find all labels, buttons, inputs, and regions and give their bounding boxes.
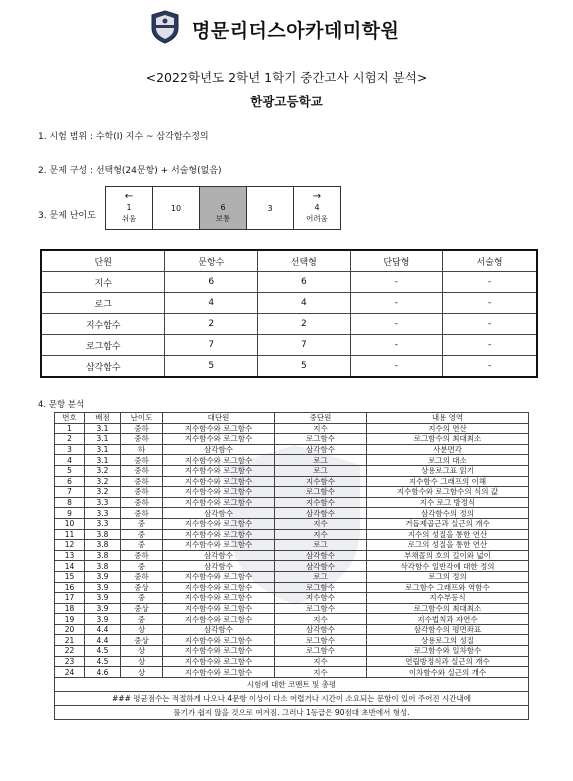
essay-cell: - (443, 293, 537, 314)
mid-unit-cell: 삼각함수 (275, 550, 367, 561)
difficulty-cell: 중상 (121, 603, 163, 614)
content-area-cell: 거듭제곱근과 실근의 개수 (367, 518, 529, 529)
score-cell: 4.6 (85, 667, 121, 678)
difficulty-count: 3 (267, 203, 273, 213)
score-cell: 3.9 (85, 593, 121, 604)
major-unit-cell: 지수함수와 로그함수 (163, 571, 275, 582)
difficulty-cell: 중하 (121, 508, 163, 519)
major-unit-cell: 지수함수와 로그함수 (163, 434, 275, 445)
column-header: 내용 영역 (367, 413, 529, 424)
score-cell: 3.8 (85, 550, 121, 561)
score-cell: 3.9 (85, 603, 121, 614)
score-cell: 3.1 (85, 423, 121, 434)
table-row (41, 335, 537, 356)
mid-unit-cell: 로그함수 (275, 434, 367, 445)
number-cell: 23 (55, 656, 85, 667)
count-cell: 7 (165, 335, 258, 356)
comment-line: ### 평균점수는 적절하게 나오나 4문항 이상이 다소 어렵거나 시간이 소요되는 문항이 있어 주어진 시간내에 (55, 691, 529, 705)
number-cell: 21 (55, 635, 85, 646)
mid-unit-cell: 삼각함수 (275, 624, 367, 635)
table-row (55, 667, 529, 678)
number-cell: 15 (55, 571, 85, 582)
table-row (41, 272, 537, 293)
unit-cell: 지수 (41, 272, 165, 293)
score-cell: 3.9 (85, 571, 121, 582)
major-unit-cell: 삼각함수 (163, 550, 275, 561)
mid-unit-cell: 지수 (275, 529, 367, 540)
difficulty-count: 1 (126, 203, 132, 212)
difficulty-count: 6 (220, 203, 226, 212)
content-area-cell: 지수의 연산 (367, 423, 529, 434)
mid-unit-cell: 지수 (275, 518, 367, 529)
difficulty-cell: 중하 (121, 497, 163, 508)
table-row (55, 455, 529, 466)
comment-row (55, 677, 529, 691)
major-unit-cell: 삼각함수 (163, 624, 275, 635)
major-unit-cell: 지수함수와 로그함수 (163, 487, 275, 498)
mid-unit-cell: 지수 (275, 614, 367, 625)
major-unit-cell: 지수함수와 로그함수 (163, 540, 275, 551)
number-cell: 14 (55, 561, 85, 572)
number-cell: 11 (55, 529, 85, 540)
table-row (55, 529, 529, 540)
choice-cell: 6 (258, 272, 351, 293)
difficulty-level: 쉬움 (121, 214, 137, 223)
unit-cell: 삼각함수 (41, 356, 165, 378)
difficulty-cell: 상 (121, 646, 163, 657)
score-cell: 4.5 (85, 656, 121, 667)
content-area-cell: 상용로그의 성질 (367, 635, 529, 646)
major-unit-cell: 지수함수와 로그함수 (163, 635, 275, 646)
mid-unit-cell: 지수 (275, 423, 367, 434)
difficulty-cell: 중 (121, 593, 163, 604)
choice-cell: 5 (258, 356, 351, 378)
difficulty-cell: 하 (121, 444, 163, 455)
difficulty-cell: 중하 (121, 571, 163, 582)
mid-unit-cell: 삼각함수 (275, 444, 367, 455)
major-unit-cell: 지수함수와 로그함수 (163, 614, 275, 625)
difficulty-label: 3. 문제 난이도 (38, 211, 96, 221)
column-header: 중단원 (275, 413, 367, 424)
short-answer-cell: - (350, 356, 443, 378)
difficulty-cell (106, 187, 153, 230)
score-cell: 3.1 (85, 455, 121, 466)
number-cell: 6 (55, 476, 85, 487)
number-cell: 7 (55, 487, 85, 498)
score-cell: 3.3 (85, 497, 121, 508)
major-unit-cell: 지수함수와 로그함수 (163, 656, 275, 667)
content-area-cell: 로그함수의 최대최소 (367, 603, 529, 614)
number-cell: 16 (55, 582, 85, 593)
unit-summary-table (40, 249, 538, 378)
score-cell: 4.4 (85, 635, 121, 646)
score-cell: 3.1 (85, 434, 121, 445)
difficulty-cell: 중하 (121, 465, 163, 476)
major-unit-cell: 지수함수와 로그함수 (163, 455, 275, 466)
content-area-cell: 로그의 대소 (367, 455, 529, 466)
table-row (41, 356, 537, 378)
table-row (55, 487, 529, 498)
table-row (55, 582, 529, 593)
essay-cell: - (443, 314, 537, 335)
column-header: 배점 (85, 413, 121, 424)
difficulty-cell: 상 (121, 656, 163, 667)
mid-unit-cell: 로그함수 (275, 646, 367, 657)
content-area-cell: 지수함수와 로그함수의 식의 값 (367, 487, 529, 498)
score-cell: 4.5 (85, 646, 121, 657)
table-row (55, 540, 529, 551)
content-area-cell: 연립방정식과 실근의 개수 (367, 656, 529, 667)
mid-unit-cell: 지수함수 (275, 497, 367, 508)
choice-cell: 4 (258, 293, 351, 314)
count-cell: 6 (165, 272, 258, 293)
mid-unit-cell: 로그 (275, 465, 367, 476)
mid-unit-cell: 로그함수 (275, 635, 367, 646)
difficulty-cell: 중하 (121, 487, 163, 498)
score-cell: 3.9 (85, 614, 121, 625)
table-row (55, 614, 529, 625)
table-row (55, 497, 529, 508)
content-area-cell: 지수함수 그래프의 이해 (367, 476, 529, 487)
comment-row (55, 705, 529, 719)
major-unit-cell: 지수함수와 로그함수 (163, 593, 275, 604)
choice-cell: 2 (258, 314, 351, 335)
mid-unit-cell: 로그함수 (275, 582, 367, 593)
content-area-cell: 지수법칙과 자연수 (367, 614, 529, 625)
header (0, 8, 573, 52)
content-area-cell: 지수부등식 (367, 593, 529, 604)
major-unit-cell: 지수함수와 로그함수 (163, 646, 275, 657)
score-cell: 4.4 (85, 624, 121, 635)
unit-cell: 로그 (41, 293, 165, 314)
difficulty-cell: 중 (121, 561, 163, 572)
difficulty-cell: 중 (121, 540, 163, 551)
difficulty-cell: 중하 (121, 550, 163, 561)
score-cell: 3.1 (85, 444, 121, 455)
essay-cell: - (443, 356, 537, 378)
question-composition: 2. 문제 구성 : 선택형(24문항) + 서술형(없음) (38, 166, 222, 176)
content-area-cell: 지수의 성질을 통한 연산 (367, 529, 529, 540)
mid-unit-cell: 지수함수 (275, 476, 367, 487)
difficulty-cell: 중상 (121, 635, 163, 646)
content-area-cell: 사분면각 (367, 444, 529, 455)
content-area-cell: 이차함수와 실근의 개수 (367, 667, 529, 678)
number-cell: 9 (55, 508, 85, 519)
major-unit-cell: 지수함수와 로그함수 (163, 529, 275, 540)
column-header: 번호 (55, 413, 85, 424)
major-unit-cell: 지수함수와 로그함수 (163, 518, 275, 529)
table-row (55, 561, 529, 572)
unit-cell: 로그함수 (41, 335, 165, 356)
major-unit-cell: 지수함수와 로그함수 (163, 603, 275, 614)
number-cell: 3 (55, 444, 85, 455)
table-row (55, 518, 529, 529)
table-row (55, 476, 529, 487)
score-cell: 3.2 (85, 487, 121, 498)
major-unit-cell: 삼각함수 (163, 561, 275, 572)
number-cell: 2 (55, 434, 85, 445)
difficulty-cell (200, 187, 247, 230)
section-title-item-analysis: 4. 문항 분석 (38, 400, 85, 410)
score-cell: 3.8 (85, 540, 121, 551)
score-cell: 3.2 (85, 476, 121, 487)
score-cell: 3.9 (85, 582, 121, 593)
count-cell: 4 (165, 293, 258, 314)
column-header: 문항수 (165, 250, 258, 272)
number-cell: 17 (55, 593, 85, 604)
number-cell: 1 (55, 423, 85, 434)
mid-unit-cell: 로그 (275, 540, 367, 551)
short-answer-cell: - (350, 293, 443, 314)
school-name: 한광고등학교 (250, 94, 323, 109)
table-row (41, 293, 537, 314)
content-area-cell: 로그함수의 최대최소 (367, 434, 529, 445)
table-row (55, 624, 529, 635)
item-analysis-table (54, 412, 529, 720)
table-row (55, 635, 529, 646)
table-row (55, 656, 529, 667)
mid-unit-cell: 로그 (275, 571, 367, 582)
table-row (55, 571, 529, 582)
column-header: 단답형 (350, 250, 443, 272)
difficulty-level: 보통 (215, 214, 231, 223)
content-area-cell: 상용로그표 읽기 (367, 465, 529, 476)
right-arrow-icon: → (312, 191, 322, 202)
choice-cell: 7 (258, 335, 351, 356)
table-header-row (41, 250, 537, 272)
column-header: 대단원 (163, 413, 275, 424)
count-cell: 5 (165, 356, 258, 378)
short-answer-cell: - (350, 314, 443, 335)
left-arrow-icon: ← (124, 191, 134, 202)
difficulty-cell (153, 187, 200, 230)
table-row (55, 465, 529, 476)
number-cell: 19 (55, 614, 85, 625)
major-unit-cell: 지수함수와 로그함수 (163, 497, 275, 508)
column-header: 서술형 (443, 250, 537, 272)
number-cell: 24 (55, 667, 85, 678)
mid-unit-cell: 삼각함수 (275, 508, 367, 519)
table-row (55, 434, 529, 445)
difficulty-scale (105, 186, 341, 230)
column-header: 단원 (41, 250, 165, 272)
short-answer-cell: - (350, 335, 443, 356)
comment-row (55, 691, 529, 705)
score-cell: 3.8 (85, 529, 121, 540)
difficulty-count: 4 (314, 203, 320, 212)
difficulty-cell: 중하 (121, 476, 163, 487)
content-area-cell: 삼각함수의 정의 (367, 508, 529, 519)
table-row (55, 423, 529, 434)
table-row (55, 593, 529, 604)
content-area-cell: 부채꼴의 호의 길이와 넓이 (367, 550, 529, 561)
number-cell: 5 (55, 465, 85, 476)
table-row (55, 646, 529, 657)
number-cell: 12 (55, 540, 85, 551)
content-area-cell: 로그함수와 일차함수 (367, 646, 529, 657)
number-cell: 18 (55, 603, 85, 614)
mid-unit-cell: 지수 (275, 667, 367, 678)
column-header: 난이도 (121, 413, 163, 424)
content-area-cell: 삼각함수의 평면좌표 (367, 624, 529, 635)
difficulty-cell (247, 187, 294, 230)
difficulty-cell: 상 (121, 624, 163, 635)
content-area-cell: 로그의 성질을 통한 연산 (367, 540, 529, 551)
score-cell: 3.8 (85, 561, 121, 572)
page-title: <2022학년도 2학년 1학기 중간고사 시험지 분석> (145, 70, 428, 85)
content-area-cell: 로그함수 그래프와 역함수 (367, 582, 529, 593)
academy-emblem-icon (150, 10, 180, 44)
major-unit-cell: 지수함수와 로그함수 (163, 582, 275, 593)
comment-title: 시험에 대한 코멘트 및 총평 (55, 677, 529, 691)
content-area-cell: 지수 로그 방정식 (367, 497, 529, 508)
number-cell: 22 (55, 646, 85, 657)
mid-unit-cell: 지수 (275, 656, 367, 667)
short-answer-cell: - (350, 272, 443, 293)
comment-line: 풀기가 쉽지 않을 것으로 여겨짐. 그러나 1등급은 90점대 초반에서 형성. (55, 705, 529, 719)
number-cell: 10 (55, 518, 85, 529)
exam-scope: 1. 시험 범위 : 수학(I) 지수 ~ 삼각함수정의 (38, 132, 209, 142)
table-row (55, 550, 529, 561)
table-row (55, 444, 529, 455)
content-area-cell: 삭각함수 일반각에 대한 정의 (367, 561, 529, 572)
mid-unit-cell: 로그함수 (275, 603, 367, 614)
difficulty-cell: 중상 (121, 582, 163, 593)
difficulty-cell: 중하 (121, 455, 163, 466)
difficulty-cell: 중하 (121, 423, 163, 434)
count-cell: 2 (165, 314, 258, 335)
major-unit-cell: 삼각함수 (163, 444, 275, 455)
mid-unit-cell: 삼각함수 (275, 561, 367, 572)
major-unit-cell: 지수함수와 로그함수 (163, 476, 275, 487)
number-cell: 4 (55, 455, 85, 466)
academy-name: 명문리더스아카데미학원 (192, 20, 400, 42)
table-row (55, 508, 529, 519)
score-cell: 3.2 (85, 465, 121, 476)
difficulty-level: 어려움 (306, 214, 328, 223)
table-row (41, 314, 537, 335)
major-unit-cell: 지수함수와 로그함수 (163, 423, 275, 434)
mid-unit-cell: 로그함수 (275, 487, 367, 498)
essay-cell: - (443, 335, 537, 356)
difficulty-cell: 중 (121, 529, 163, 540)
number-cell: 13 (55, 550, 85, 561)
major-unit-cell: 지수함수와 로그함수 (163, 667, 275, 678)
essay-cell: - (443, 272, 537, 293)
difficulty-cell: 중하 (121, 434, 163, 445)
major-unit-cell: 삼각함수 (163, 508, 275, 519)
number-cell: 8 (55, 497, 85, 508)
content-area-cell: 로그의 정의 (367, 571, 529, 582)
mid-unit-cell: 지수함수 (275, 593, 367, 604)
unit-cell: 지수함수 (41, 314, 165, 335)
table-header-row (55, 413, 529, 424)
mid-unit-cell: 로그 (275, 455, 367, 466)
score-cell: 3.3 (85, 518, 121, 529)
score-cell: 3.3 (85, 508, 121, 519)
difficulty-count: 10 (170, 203, 182, 213)
table-row (55, 603, 529, 614)
difficulty-cell: 중 (121, 518, 163, 529)
difficulty-cell: 상 (121, 667, 163, 678)
column-header: 선택형 (258, 250, 351, 272)
number-cell: 20 (55, 624, 85, 635)
major-unit-cell: 지수함수와 로그함수 (163, 465, 275, 476)
difficulty-cell (294, 187, 341, 230)
difficulty-cell: 중 (121, 614, 163, 625)
